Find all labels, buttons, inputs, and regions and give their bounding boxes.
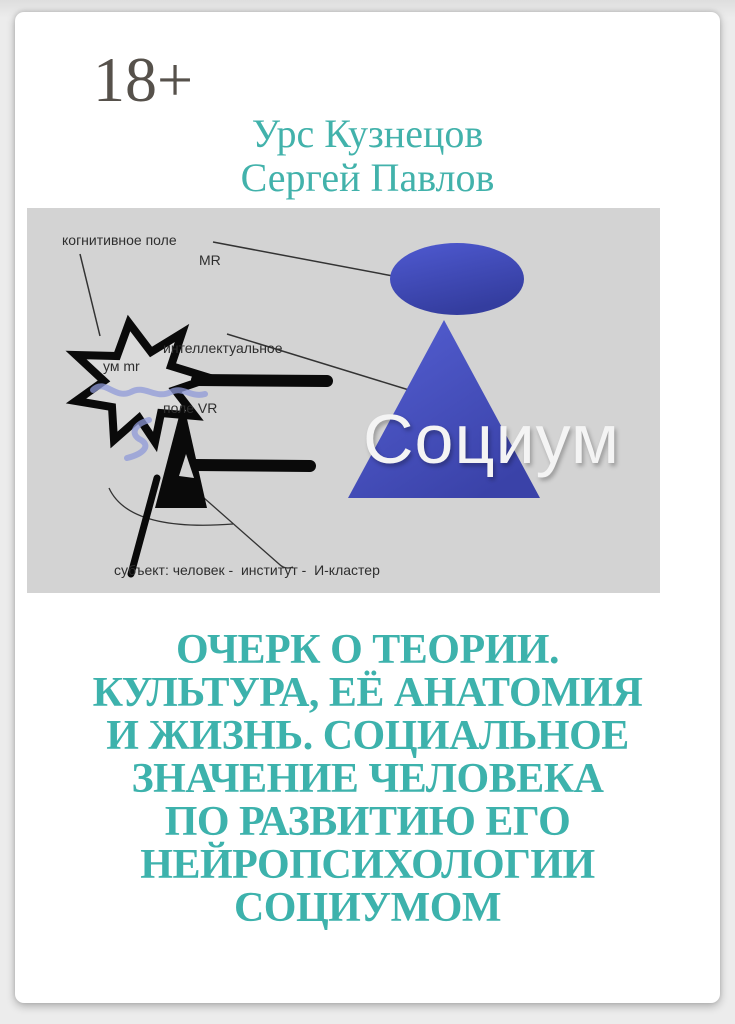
title-line-3: И ЖИЗНЬ. СОЦИАЛЬНОЕ [106, 713, 629, 759]
line-mr-to-ellipse [213, 242, 393, 276]
label-intellectual-line2: поле VR [163, 400, 218, 416]
title-line-2: КУЛЬТУРА, ЕЁ АНАТОМИЯ [92, 670, 643, 716]
title-line-4: ЗНАЧЕНИЕ ЧЕЛОВЕКА [131, 756, 604, 802]
subject-caption: субъект: человек - институт - И-кластер [114, 562, 380, 578]
title-line-7: СОЦИУМОМ [233, 885, 502, 931]
title-line-6: НЕЙРОПСИХОЛОГИИ [140, 842, 595, 888]
label-mind-mr: ум mr [103, 358, 140, 374]
line-cognitive-to-starburst [80, 254, 100, 336]
author-2: Сергей Павлов [240, 155, 495, 200]
title-line-5: ПО РАЗВИТИЮ ЕГО [164, 799, 571, 845]
thick-arm-lower [195, 465, 310, 466]
age-rating-badge: 18+ [93, 44, 194, 115]
label-intellectual-line1: интеллектуальное [163, 340, 283, 356]
socium-caption: Социум [363, 400, 621, 478]
label-intellectual-field [163, 298, 283, 458]
label-mr: MR [199, 252, 221, 268]
concept-diagram [27, 208, 660, 593]
book-cover-page [15, 12, 720, 1003]
author-names [15, 112, 720, 200]
author-1: Урс Кузнецов [251, 111, 484, 156]
book-title [15, 629, 720, 930]
socium-sphere-shape [390, 243, 524, 315]
label-cognitive-field: когнитивное поле [62, 232, 177, 248]
title-line-1: ОЧЕРК О ТЕОРИИ. [176, 627, 559, 673]
